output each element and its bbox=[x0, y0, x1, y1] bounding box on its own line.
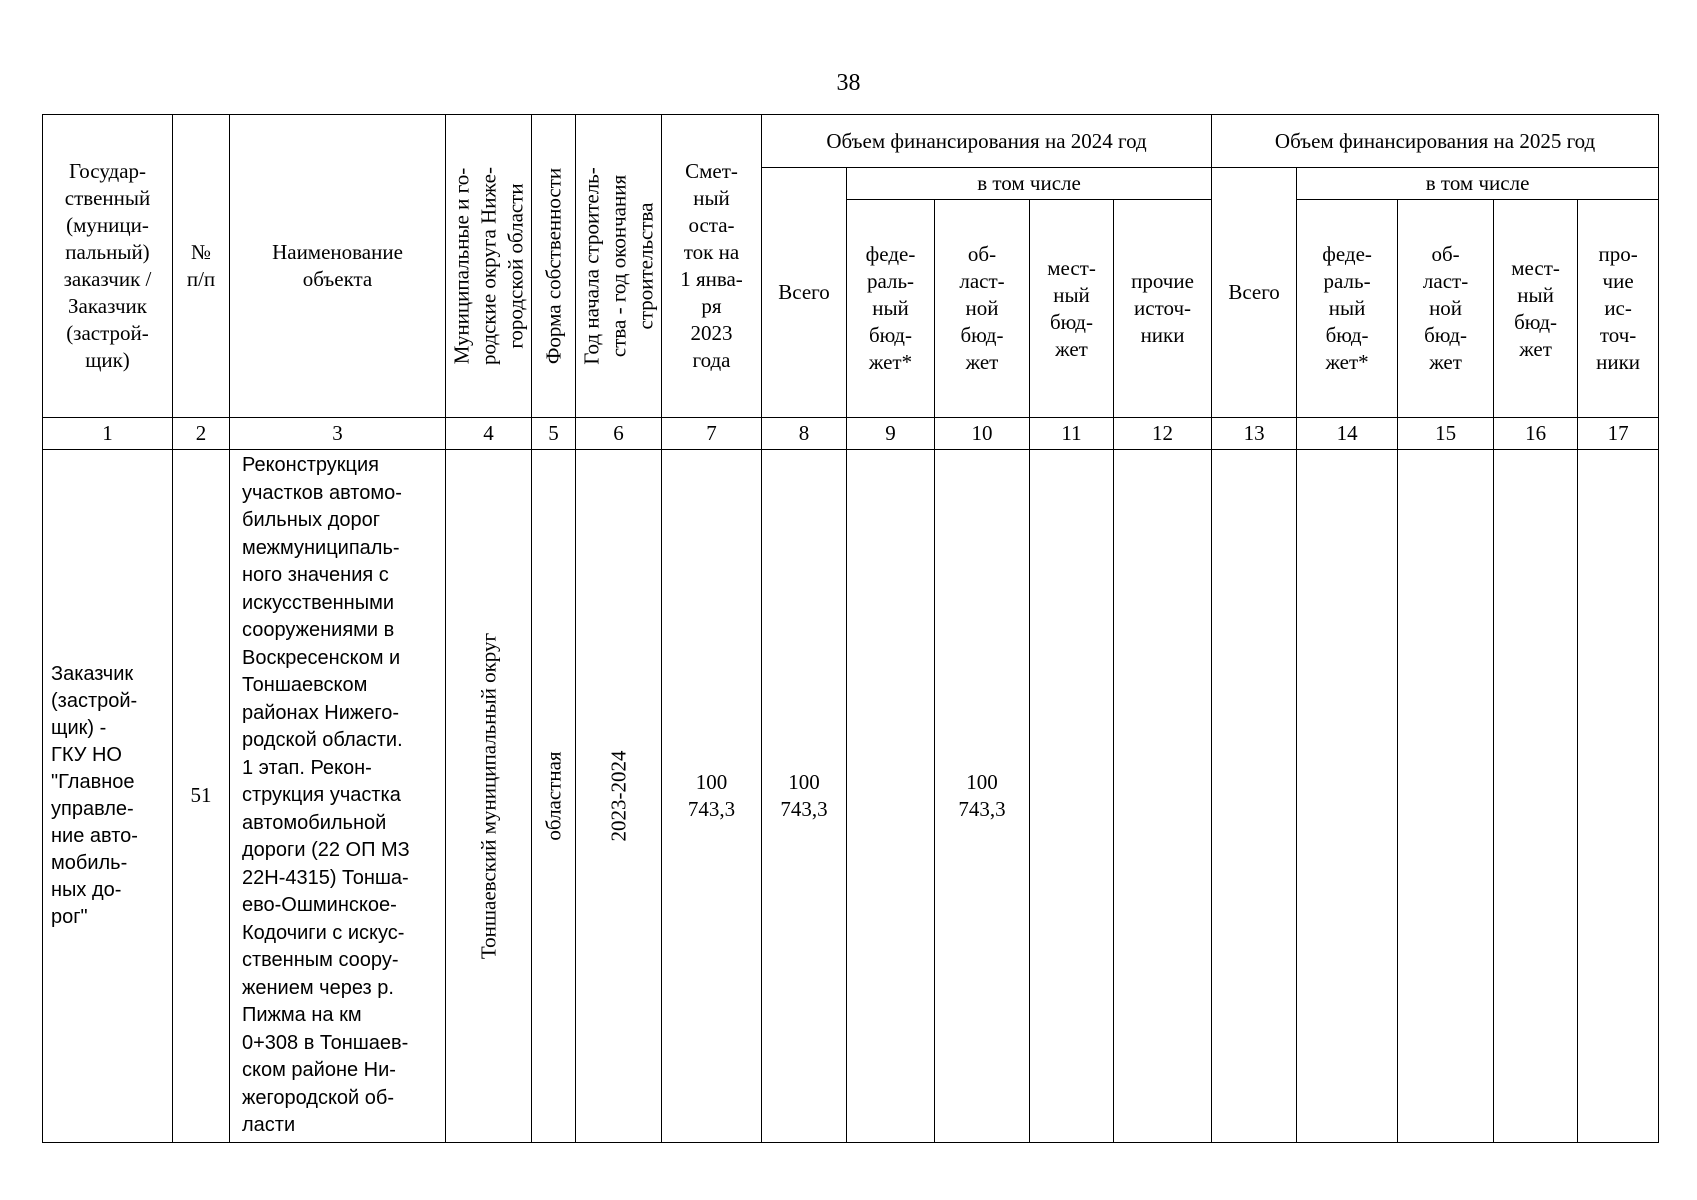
text-line: жет* bbox=[1325, 350, 1369, 374]
header-estimate bbox=[662, 115, 762, 418]
text-line: дороги (22 ОП МЗ bbox=[242, 839, 410, 861]
header-row-1 bbox=[43, 115, 1659, 168]
customer-cell bbox=[43, 450, 173, 1143]
text-line: искусственными bbox=[242, 591, 394, 614]
text-line: об- bbox=[967, 242, 997, 266]
column-number: 5 bbox=[532, 418, 576, 450]
text-line: оста- bbox=[688, 213, 735, 237]
text-line: Форма собственности bbox=[541, 167, 565, 365]
text-line: ных до- bbox=[51, 878, 122, 901]
municipality-cell bbox=[446, 450, 532, 1143]
text-line: "Главное bbox=[51, 770, 135, 793]
text-line: точ- bbox=[1599, 323, 1637, 347]
text-line: Муниципальные и го- bbox=[449, 167, 473, 365]
financing-table bbox=[42, 114, 1659, 1143]
header-number bbox=[173, 115, 230, 418]
header-other-2025 bbox=[1578, 200, 1659, 418]
text-line: раль- bbox=[1323, 269, 1371, 293]
text-line: мест- bbox=[1047, 255, 1096, 280]
ownership-text: областная bbox=[541, 751, 565, 841]
federal-2025-cell bbox=[1297, 450, 1398, 1143]
text-line: ного значения с bbox=[242, 564, 389, 586]
text-line: года bbox=[692, 348, 731, 372]
text-line: 743,3 bbox=[958, 796, 1006, 821]
column-number: 1 bbox=[43, 418, 173, 450]
text-line: ласт- bbox=[1422, 269, 1469, 293]
other-2024-cell bbox=[1114, 450, 1212, 1143]
regional-2025-cell bbox=[1398, 450, 1494, 1143]
text-line: сооружениями в bbox=[242, 619, 395, 641]
text-line: ток на bbox=[683, 240, 740, 264]
text-line: ной bbox=[965, 296, 999, 320]
text-line: жет bbox=[1429, 350, 1462, 374]
text-line: межмуниципаль- bbox=[242, 536, 400, 559]
text-line: 22Н-4315) Тонша- bbox=[242, 866, 409, 889]
text-line: ный bbox=[1517, 282, 1554, 307]
header-regional-2025 bbox=[1398, 200, 1494, 418]
header-customer bbox=[43, 115, 173, 418]
regional-2024-cell bbox=[935, 450, 1030, 1143]
column-number: 8 bbox=[762, 418, 847, 450]
text-line: (муници- bbox=[66, 213, 149, 237]
text-line: Заказчик bbox=[68, 294, 147, 318]
text-line: объекта bbox=[302, 267, 373, 291]
header-regional-2024 bbox=[935, 200, 1030, 418]
column-number: 10 bbox=[935, 418, 1030, 450]
column-number: 12 bbox=[1114, 418, 1212, 450]
text-line: об- bbox=[1431, 242, 1460, 266]
text-line: ГКУ НО bbox=[51, 743, 122, 766]
text-line: п/п bbox=[186, 267, 216, 291]
text-line: прочие bbox=[1131, 269, 1194, 293]
text-line: пальный) bbox=[65, 240, 150, 264]
text-line: управле- bbox=[51, 797, 134, 820]
object-name-cell bbox=[230, 450, 446, 1143]
text-line: родской области. bbox=[242, 729, 403, 751]
estimate-cell bbox=[662, 450, 762, 1143]
text-line: ском районе Ни- bbox=[242, 1059, 396, 1081]
header-group-2024: Объем финансирования на 2024 год bbox=[762, 115, 1212, 168]
column-number-row bbox=[43, 418, 1659, 450]
text-line: бюд- bbox=[1325, 323, 1369, 347]
text-line: участков автомо- bbox=[242, 481, 402, 504]
text-line: ства - год окончания bbox=[606, 174, 630, 358]
text-line: (застрой- bbox=[66, 321, 149, 345]
column-number: 14 bbox=[1297, 418, 1398, 450]
column-number: 13 bbox=[1212, 418, 1297, 450]
header-including-2024: в том числе bbox=[847, 168, 1212, 200]
header-federal-2024 bbox=[847, 200, 935, 418]
text-line: бюд- bbox=[1514, 309, 1558, 334]
text-line: ники bbox=[1140, 323, 1185, 347]
column-number: 6 bbox=[576, 418, 662, 450]
header-group-2025: Объем финансирования на 2025 год bbox=[1212, 115, 1659, 168]
municipality-text: Тоншаевский муниципальный округ bbox=[476, 632, 500, 959]
total-2024-cell bbox=[762, 450, 847, 1143]
years-cell bbox=[576, 450, 662, 1143]
header-municipality-text bbox=[448, 167, 529, 365]
text-line: родские округа Ниже- bbox=[476, 167, 500, 365]
text-line: раль- bbox=[866, 269, 915, 293]
text-line: бюд- bbox=[1424, 323, 1468, 347]
other-2025-cell bbox=[1578, 450, 1659, 1143]
text-line: Тоншаевском bbox=[242, 674, 368, 696]
text-line: 743,3 bbox=[687, 796, 736, 821]
page-number: 38 bbox=[836, 70, 861, 96]
header-total-2025: Всего bbox=[1212, 168, 1297, 418]
text-line: 2023 bbox=[690, 321, 733, 345]
text-line: щик) - bbox=[51, 716, 107, 739]
column-number: 16 bbox=[1494, 418, 1578, 450]
text-line: № bbox=[190, 240, 212, 264]
years-text: 2023-2024 bbox=[606, 750, 630, 842]
total-2025-cell bbox=[1212, 450, 1297, 1143]
header-other-2024 bbox=[1114, 200, 1212, 418]
text-line: ный bbox=[872, 296, 909, 320]
text-line: автомобильной bbox=[242, 811, 387, 834]
text-line: (застрой- bbox=[51, 689, 138, 712]
text-line: бюд- bbox=[1050, 309, 1093, 334]
text-line: жегородской об- bbox=[242, 1086, 395, 1109]
column-number: 2 bbox=[173, 418, 230, 450]
text-line: Пижма на км bbox=[242, 1004, 362, 1026]
header-ownership-text bbox=[540, 168, 567, 364]
row-number-cell: 51 bbox=[173, 450, 230, 1143]
text-line: 100 bbox=[788, 769, 820, 794]
text-line: Реконструкция bbox=[242, 454, 379, 476]
text-line: ние авто- bbox=[51, 824, 138, 847]
federal-2024-cell bbox=[847, 450, 935, 1143]
text-line: 1 янва- bbox=[680, 267, 743, 291]
column-number: 17 bbox=[1578, 418, 1659, 450]
text-line: мобиль- bbox=[51, 851, 128, 874]
header-ownership bbox=[532, 115, 576, 418]
text-line: жет* bbox=[868, 350, 913, 374]
ownership-cell bbox=[532, 450, 576, 1143]
header-local-2024 bbox=[1030, 200, 1114, 418]
text-line: Наименование bbox=[272, 240, 403, 264]
text-line: жет bbox=[965, 350, 999, 374]
header-total-2024: Всего bbox=[762, 168, 847, 418]
text-line: мест- bbox=[1511, 255, 1560, 280]
local-2025-cell bbox=[1494, 450, 1578, 1143]
text-line: ный bbox=[1053, 282, 1090, 307]
text-line: Год начала строитель- bbox=[579, 167, 603, 365]
text-line: 743,3 bbox=[780, 796, 828, 821]
text-line: феде- bbox=[1322, 242, 1372, 266]
text-line: бильных дорог bbox=[242, 509, 381, 531]
header-federal-2025 bbox=[1297, 200, 1398, 418]
column-number: 7 bbox=[662, 418, 762, 450]
header-municipality bbox=[446, 115, 532, 418]
text-line: ево-Ошминское- bbox=[242, 894, 397, 916]
text-line: Заказчик bbox=[51, 662, 134, 685]
column-number: 15 bbox=[1398, 418, 1494, 450]
text-line: ис- bbox=[1604, 296, 1632, 320]
header-local-2025 bbox=[1494, 200, 1578, 418]
text-line: ственный bbox=[64, 186, 151, 210]
header-object-name bbox=[230, 115, 446, 418]
text-line: ласти bbox=[242, 1114, 296, 1136]
text-line: районах Нижего- bbox=[242, 701, 400, 724]
text-line: ласт- bbox=[959, 269, 1005, 293]
text-line: Государ- bbox=[68, 159, 147, 183]
column-number: 3 bbox=[230, 418, 446, 450]
text-line: заказчик / bbox=[63, 267, 152, 291]
text-line: бюд- bbox=[960, 323, 1004, 347]
text-line: бюд- bbox=[869, 323, 912, 347]
text-line: городской области bbox=[503, 183, 527, 349]
text-line: жет bbox=[1055, 336, 1088, 361]
text-line: щик) bbox=[85, 348, 130, 372]
text-line: ный bbox=[1328, 296, 1366, 320]
text-line: Кодочиги с искус- bbox=[242, 921, 405, 944]
text-line: феде- bbox=[865, 242, 916, 266]
text-line: жет bbox=[1519, 336, 1552, 361]
text-line: про- bbox=[1598, 242, 1638, 266]
text-line: струкция участка bbox=[242, 784, 401, 806]
text-line: 100 bbox=[695, 769, 728, 794]
text-line: жением через р. bbox=[242, 976, 394, 999]
header-including-2025: в том числе bbox=[1297, 168, 1659, 200]
text-line: 0+308 в Тоншаев- bbox=[242, 1031, 409, 1054]
text-line: Воскресенском и bbox=[242, 646, 401, 669]
text-line: ря bbox=[701, 294, 722, 318]
text-line: строительства bbox=[633, 202, 657, 330]
column-number: 9 bbox=[847, 418, 935, 450]
text-line: ный bbox=[693, 186, 730, 210]
text-line: 100 bbox=[966, 769, 998, 794]
text-line: ники bbox=[1596, 350, 1641, 374]
text-line: рог" bbox=[51, 905, 88, 928]
text-line: Смет- bbox=[685, 159, 738, 183]
text-line: источ- bbox=[1134, 296, 1192, 320]
header-years bbox=[576, 115, 662, 418]
column-number: 4 bbox=[446, 418, 532, 450]
table-row bbox=[43, 450, 1659, 1143]
local-2024-cell bbox=[1030, 450, 1114, 1143]
column-number: 11 bbox=[1030, 418, 1114, 450]
text-line: 1 этап. Рекон- bbox=[242, 756, 372, 779]
header-years-text bbox=[578, 167, 659, 365]
text-line: ной bbox=[1429, 296, 1463, 320]
text-line: чие bbox=[1602, 269, 1634, 293]
text-line: ственным соору- bbox=[242, 949, 399, 971]
